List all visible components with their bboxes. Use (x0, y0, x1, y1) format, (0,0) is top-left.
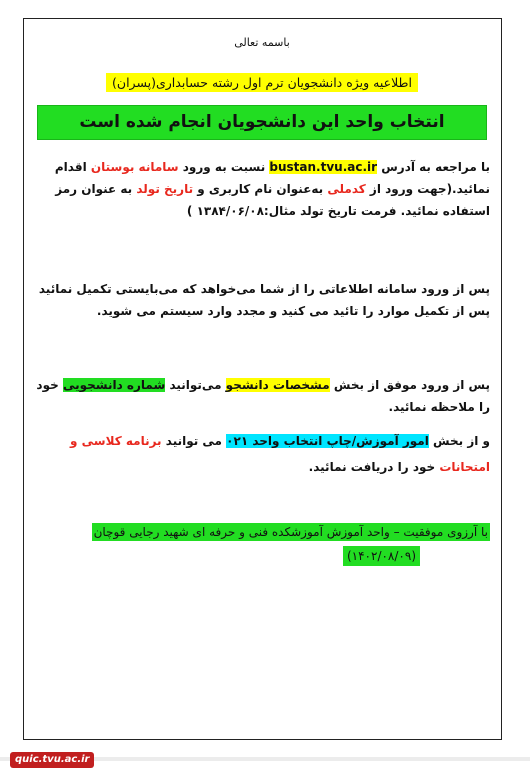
paragraph-class-schedule (34, 428, 490, 480)
paragraph-login-instructions (34, 156, 490, 222)
system-name: سامانه بوستان (90, 160, 179, 174)
national-code-term: کدملی (327, 182, 366, 196)
banner-heading: انتخاب واحد این دانشجویان انجام شده است (37, 105, 487, 140)
education-menu-path: امور آموزش/چاپ انتخاب واحد ۰۲۱ (226, 434, 429, 448)
bustan-url-link[interactable]: bustan.tvu.ac.ir (269, 160, 378, 174)
para4-text-2: می توانید (161, 434, 227, 448)
para4-text-1: و از بخش (428, 434, 490, 448)
footer-bar (0, 749, 530, 769)
notice-text: اطلاعیه ویژه دانشجویان ترم اول رشته حسابداری(پسران) (106, 73, 418, 92)
para3-text-3: خود را ملاحظه نمائید. (36, 378, 490, 414)
birth-date-term: تاریخ تولد (136, 182, 194, 196)
paragraph-complete-info: پس از ورود سامانه اطلاعاتی را از شما می‌خواهد که می‌بایستی تکمیل نمائید پس از تکمیل موارد را تائید می کنید و مجدد وارد سیستم می شوید. (38, 282, 490, 318)
closing-line: با آرزوی موفقیت – واحد آموزش آموزشکده فنی و حرفه ای شهید رجایی قوچان (93, 525, 488, 539)
para1-text-4: به‌عنوان نام کاربری و (193, 182, 328, 196)
footer-logo[interactable]: quic.tvu.ac.ir (10, 752, 94, 768)
closing-date: (۱۴۰۲/۰۸/۰۹) (343, 546, 420, 566)
student-number-term: شماره دانشجویی (62, 378, 166, 392)
para1-text-3: اقدام نمائید.(جهت ورود از (54, 160, 490, 196)
announcement-document (34, 30, 490, 566)
para1-text-1: با مراجعه به آدرس (377, 160, 490, 174)
para1-text-2: نسبت به ورود (178, 160, 270, 174)
greeting: باسمه تعالی (234, 36, 290, 49)
paragraph-student-number (34, 374, 490, 418)
student-info-section: مشخصات دانشجو (225, 378, 330, 392)
para3-text-1: پس از ورود موفق از بخش (329, 378, 490, 392)
para4-text-3: خود را دریافت نمائید. (308, 460, 440, 474)
closing-signature (34, 522, 490, 566)
notice-subtitle (34, 72, 490, 91)
para1-text-5: به عنوان رمز استفاده نمائید. فرمت تاریخ تولد مثال:۱۳۸۴/۰۶/۰۸ ) (55, 182, 490, 218)
class-program-term: برنامه کلاسی و امتحانات (70, 434, 490, 474)
para3-text-2: می‌توانید (165, 378, 226, 392)
